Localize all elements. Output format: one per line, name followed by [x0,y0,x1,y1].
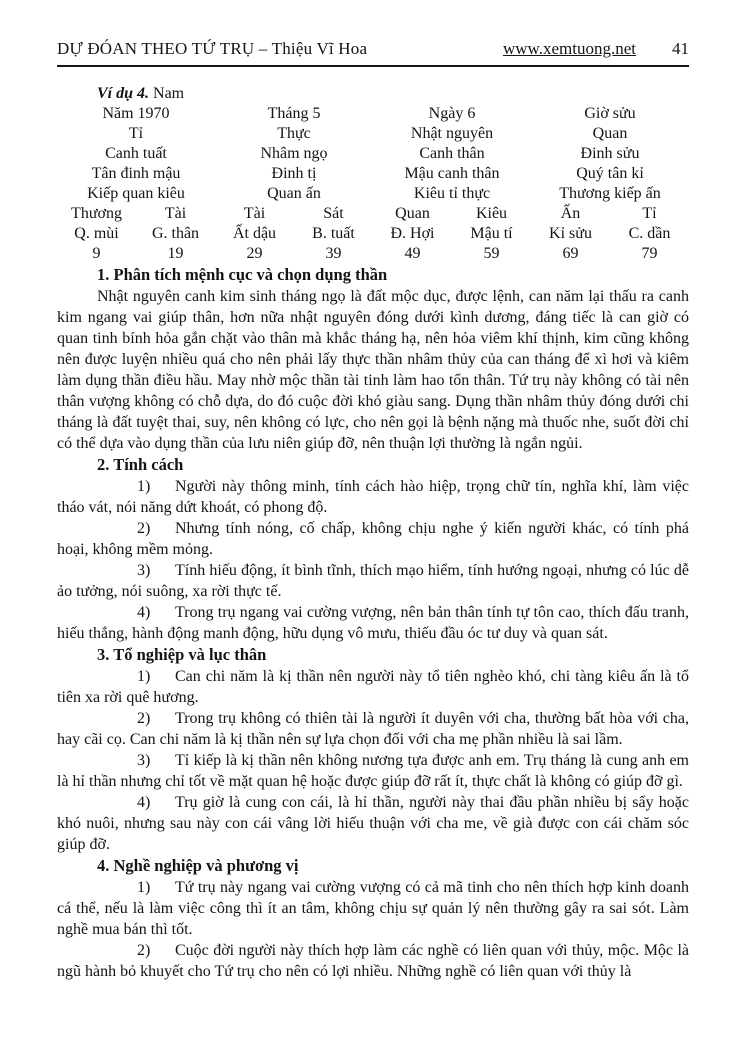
table-cell: Kiêu [475,205,508,222]
table-cell: Mậu canh thân [404,165,500,182]
table-cell: B. tuất [312,225,355,242]
section-heading: 4. Nghề nghiệp và phương vị [97,856,299,875]
list-item [57,877,689,940]
table-cell: Đinh tị [271,165,317,182]
example-title [57,83,689,104]
table-cell: Tài [243,205,266,222]
table-cell: 69 [562,245,579,262]
table-cell: Sát [323,205,344,222]
item-number: 1) [137,478,151,495]
table-cell: Canh tuất [105,145,167,162]
table-row [57,244,689,264]
list-item [57,940,689,982]
table-cell: Ấn [560,205,581,222]
table-cell: Tài [164,205,187,222]
table-cell: Thực [277,125,311,142]
example-gender: Nam [153,85,185,102]
item-text: Tính hiếu động, ít bình tĩnh, thích mạo hiểm, tính hướng ngoại, nhưng có lúc dễ ảo tưởng, nói suông, xa rời thực tế. [57,562,689,600]
table-row [57,184,689,204]
section-personality [57,454,689,644]
table-cell: Đinh sửu [580,145,640,162]
section-analysis [57,264,689,454]
table-cell: Quý tân kỉ [576,165,644,182]
list-item [57,750,689,792]
item-number: 2) [137,520,151,537]
header-divider [57,65,689,67]
table-cell: Canh thân [419,145,485,162]
item-number: 3) [137,562,151,579]
table-cell: Thương kiếp ấn [559,185,661,202]
table-row [57,124,689,144]
table-cell: 9 [92,245,101,262]
item-number: 4) [137,794,151,811]
table-cell: Thương [71,205,122,222]
list-item [57,792,689,855]
table-cell: Kiêu tỉ thực [413,185,491,202]
table-cell: 29 [246,245,263,262]
item-text: Nhưng tính nóng, cố chấp, không chịu nghe ý kiến người khác, có tính phá hoại, không mềm mỏng. [57,520,689,558]
table-cell: 49 [404,245,421,262]
item-text: Trong trụ không có thiên tài là người ít duyên với cha, thường bất hòa với cha, hay cãi cọ. Can chi năm là kị thần nên sự lựa chọn đối với cha mẹ phần nhiều là sai lầm. [57,710,689,748]
item-number: 1) [137,668,151,685]
table-cell: Tân đinh mậu [91,165,181,182]
item-text: Tứ trụ này ngang vai cường vượng có cả mã tinh cho nên thích hợp kinh doanh cá thể, nếu là làm việc công thì ít an tâm, không chịu sự quản lý nên thường gây ra sai sót. Làm nghề mua bán thì tốt. [57,879,689,938]
section-career [57,855,689,982]
page-header [57,38,689,59]
section-heading: 2. Tính cách [97,455,184,474]
table-cell: 59 [483,245,500,262]
example-label: Ví dụ 4. [97,85,150,102]
table-cell: G. thân [151,225,200,242]
list-item [57,518,689,560]
item-number: 1) [137,879,151,896]
table-cell: C. dần [628,225,671,242]
item-number: 2) [137,942,151,959]
table-cell: Tháng 5 [267,105,321,122]
item-text: Trong trụ ngang vai cường vượng, nên bản thân tính tự tôn cao, thích đấu tranh, hiếu thắng, hành động manh động, hữu dụng vô mưu, thiếu đầu óc tư duy và quan sát. [57,604,689,642]
table-cell: Tỉ [642,205,657,222]
page-number: 41 [672,39,689,58]
table-cell: Quan [592,125,628,142]
table-cell: Ngày 6 [428,105,476,122]
list-item [57,602,689,644]
item-text: Cuộc đời người này thích hợp làm các nghề có liên quan với thủy, mộc. Mộc là ngũ hành bỏ khuyết cho Tứ trụ cho nên có lợi nhiều. Những nghề có liên quan với thủy là [57,942,689,980]
item-text: Can chi năm là kị thần nên người này tổ tiên nghèo khó, chi tàng kiêu ấn là tổ tiên xa rời quê hương. [57,668,689,706]
book-title: DỰ ĐÓAN THEO TỨ TRỤ – Thiệu Vĩ Hoa [57,39,368,58]
section-heading: 1. Phân tích mệnh cục và chọn dụng thần [97,265,388,284]
item-number: 4) [137,604,151,621]
table-cell: 19 [167,245,184,262]
table-cell: Kỉ sửu [549,225,592,242]
item-text: Người này thông minh, tính cách hào hiệp, trọng chữ tín, nghĩa khí, làm việc tháo vát, nói năng dứt khoát, có phong độ. [57,478,689,516]
list-item [57,476,689,518]
table-cell: Ất dậu [232,225,277,242]
section-heading: 3. Tổ nghiệp và lục thân [97,645,267,664]
table-cell: 39 [325,245,342,262]
table-row [57,104,689,124]
table-cell: Nhâm ngọ [260,145,328,162]
item-number: 3) [137,752,151,769]
table-row [57,204,689,224]
table-cell: Nhật nguyên [410,125,494,142]
table-cell: 79 [641,245,658,262]
paragraph: Nhật nguyên canh kim sinh tháng ngọ là đất mộc dục, được lệnh, can năm lại thấu ra canh kim ngang vai giúp thân, hơn nữa nhật nguyên đóng dưới kình dương, đáng tiếc là can giờ có quan tinh bính hỏa gắn chặt vào thân mà khắc tháng hạ, nên hỏa viêm khí thịnh, kim cũng không nên được luyện nhiều quá cho nên phải lấy thực thần nhâm thủy của can tháng để xì hơi và kiêm làm dụng thần điều hầu. May nhờ mộc thần tài tinh làm hao tổn thân. Tứ trụ này không có tài nên thân vượng không có chỗ dựa, do đó cuộc đời khó giàu sang. Dụng thần nhâm thủy đóng dưới chi tháng là đất tuyệt thai, suy, nên không có lực, cho nên gọi là bệnh nặng mà thuốc nhe, suốt đời chỉ có thể dựa vào dụng thần của lưu niên giúp đỡ, nên thuận lợi thường là ngắn ngủi. [57,288,689,452]
table-cell: Tỉ [128,125,144,142]
list-item [57,560,689,602]
item-text: Trụ giờ là cung con cái, là hỉ thần, người này thai đầu phần nhiều bị sẩy hoặc khó nuôi, nhưng sau này con cái vâng lời hiếu thuận với cha me, về già được con cái chăm sóc giúp đỡ. [57,794,689,853]
table-cell: Quan [395,205,430,222]
table-cell: Quan ấn [267,185,321,202]
list-item [57,666,689,708]
table-cell: Đ. Hợi [390,225,435,242]
table-row [57,144,689,164]
section-ancestry [57,644,689,855]
table-cell: Giờ sửu [584,105,636,122]
table-cell: Năm 1970 [102,105,170,122]
four-pillars-table [57,104,689,264]
item-number: 2) [137,710,151,727]
item-text: Tỉ kiếp là kị thần nên không nương tựa được anh em. Trụ tháng là cung anh em là hỉ thần nhưng chỉ tốt về mặt quan hệ hoặc được giúp đỡ rất ít, thực chất là không có giúp đỡ gì. [57,752,689,790]
table-row [57,224,689,244]
website-link[interactable]: www.xemtuong.net [503,39,636,58]
table-row [57,164,689,184]
table-cell: Mậu tí [470,225,513,242]
header-right [503,38,689,59]
table-cell: Kiếp quan kiêu [87,185,185,202]
list-item [57,708,689,750]
table-cell: Q. mùi [74,225,119,242]
